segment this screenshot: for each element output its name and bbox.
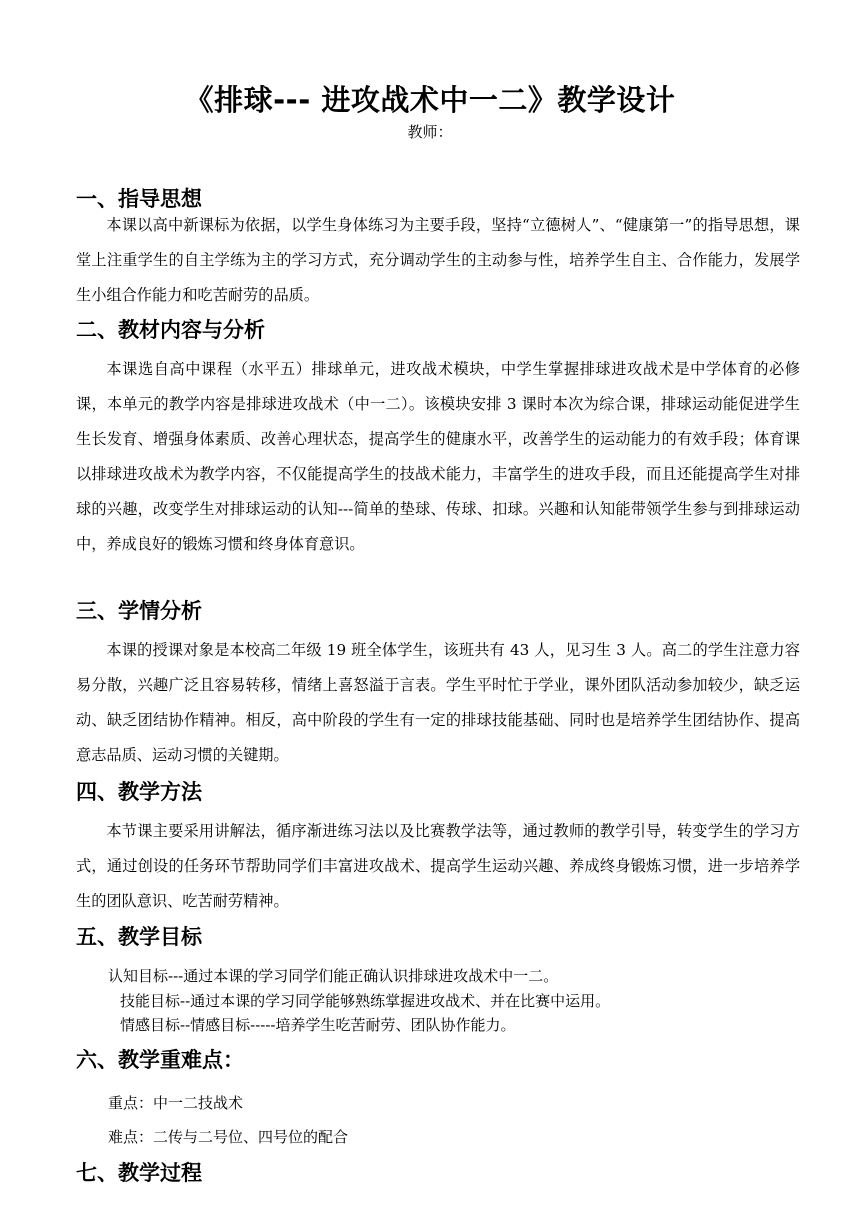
- section-heading-student-analysis: 三、学情分析: [76, 599, 202, 623]
- goal-cognitive: 认知目标---通过本课的学习同学们能正确认识排球进攻战术中一二。: [108, 967, 559, 985]
- teacher-label: 教师：: [407, 123, 453, 141]
- goal-skill: 技能目标--通过本课的学习同学能够熟练掌握进攻战术、并在比赛中运用。: [120, 992, 611, 1010]
- document-title: 《排球--- 进攻战术中一二》教学设计: [184, 83, 676, 117]
- section-heading-key-difficult-points: 六、教学重难点：: [76, 1048, 244, 1072]
- key-point: 重点：中一二技战术: [108, 1094, 244, 1112]
- goal-emotional: 情感目标--情感目标-----培养学生吃苦耐劳、团队协作能力。: [120, 1016, 516, 1034]
- section-heading-teaching-method: 四、教学方法: [76, 780, 202, 804]
- section-paragraph-student-analysis: 本课的授课对象是本校高二年级 19 班全体学生，该班共有 43 人，见习生 3 人。高二的学生注意力容易分散，兴趣广泛且容易转移，情绪上喜怒溢于言表。学生平时忙于学业，课外团队活动参加较少，缺乏运动、缺乏团结协作精神。相反，高中阶段的学生有一定的排球技能基础、同时也是培养学生团结协作、提高意志品质、运动习惯的关键期。: [76, 641, 800, 764]
- section-paragraph-content-analysis: 本课选自高中课程（水平五）排球单元，进攻战术模块，中学生掌握排球进攻战术是中学体育的必修课，本单元的教学内容是排球进攻战术（中一二）。该模块安排 3 课时本次为综合课，排球运动能促进学生生长发育、增强身体素质、改善心理状态，提高学生的健康水平，改善学生的运动能力的有效手段；体育课以排球进攻战术为教学内容，不仅能提高学生的技战术能力，丰富学生的进攻手段，而且还能提高学生对排球的兴趣，改变学生对排球运动的认知---简单的垫球、传球、扣球。兴趣和认知能带领学生参与到排球运动中，养成良好的锻炼习惯和终身体育意识。: [76, 360, 800, 553]
- section-heading-teaching-process: 七、教学过程: [76, 1161, 202, 1185]
- difficult-point: 难点：二传与二号位、四号位的配合: [108, 1128, 349, 1146]
- section-heading-guiding-ideology: 一、指导思想: [76, 187, 202, 211]
- section-paragraph-teaching-method: 本节课主要采用讲解法，循序渐进练习法以及比赛教学法等，通过教师的教学引导，转变学生的学习方式，通过创设的任务环节帮助同学们丰富进攻战术、提高学生运动兴趣、养成终身锻炼习惯，进一步培养学生的团队意识、吃苦耐劳精神。: [76, 822, 800, 910]
- section-heading-content-analysis: 二、教材内容与分析: [76, 318, 265, 342]
- section-heading-teaching-goals: 五、教学目标: [76, 925, 202, 949]
- section-paragraph-guiding-ideology: 本课以高中新课标为依据，以学生身体练习为主要手段，坚持“立德树人”、“健康第一”的指导思想，课堂上注重学生的自主学练为主的学习方式，充分调动学生的主动参与性，培养学生自主、合作能力，发展学生小组合作能力和吃苦耐劳的品质。: [76, 216, 800, 304]
